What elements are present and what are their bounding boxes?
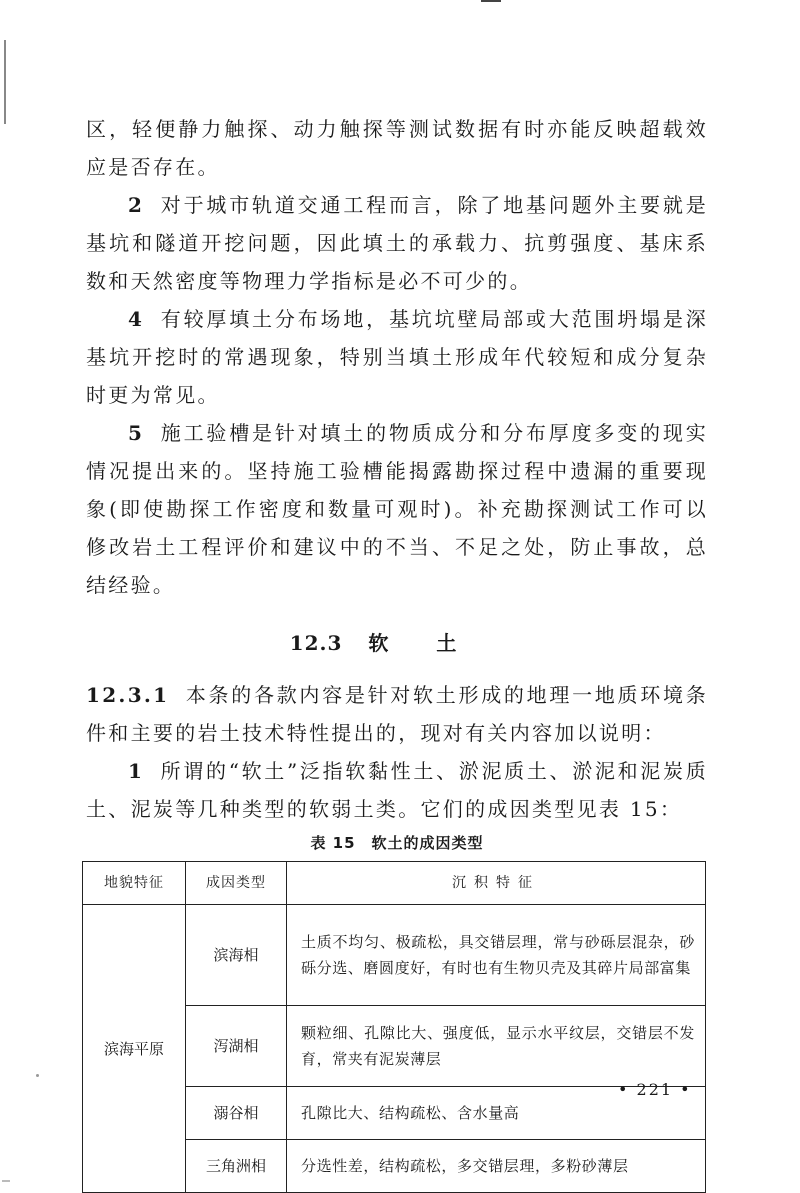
page-number: • 221 • — [618, 1080, 692, 1099]
paragraph-item-5 — [86, 414, 708, 604]
paragraph-text: 施工验槽是针对填土的物质成分和分布厚度多变的现实情况提出来的。坚持施工验槽能揭露勘探过程中遗漏的重要现象(即使勘探工作密度和数量可观时)。补充勘探测试工作可以修改岩土工程评价和建议中的不当、不足之处，防止事故，总结经验。 — [86, 421, 708, 597]
item-number: 1 — [128, 759, 145, 783]
genesis-type-cell: 三角洲相 — [186, 1140, 287, 1193]
genesis-type-cell: 溺谷相 — [186, 1087, 287, 1140]
paragraph-item-1 — [86, 752, 708, 828]
item-number: 5 — [128, 421, 145, 445]
deposition-feature-cell: 孔隙比大、结构疏松、含水量高 — [287, 1087, 706, 1140]
paragraph-item-2 — [86, 186, 708, 300]
table-header-cell: 地貌特征 — [83, 862, 186, 905]
clause-number: 12.3.1 — [86, 683, 170, 707]
deposition-feature-cell: 颗粒细、孔隙比大、强度低，显示水平纹层，交错层不发育，常夹有泥炭薄层 — [287, 1006, 706, 1087]
genesis-type-cell: 泻湖相 — [186, 1006, 287, 1087]
paragraph-text: 本条的各款内容是针对软土形成的地理一地质环境条件和主要的岩土技术特性提出的，现对有关内容加以说明： — [86, 683, 708, 745]
scan-mark-left — [4, 40, 6, 124]
genesis-type-cell: 滨海相 — [186, 905, 287, 1006]
section-heading — [86, 624, 708, 662]
soft-soil-genesis-table — [82, 861, 706, 1193]
table-row — [83, 905, 706, 1006]
paragraph-text: 有较厚填土分布场地，基坑坑壁局部或大范围坍塌是深基坑开挖时的常遇现象，特别当填土形成年代较短和成分复杂时更为常见。 — [86, 307, 708, 407]
deposition-feature-cell: 土质不均匀、极疏松，具交错层理，常与砂砾层混杂，砂砾分选、磨圆度好，有时也有生物贝壳及其碎片局部富集 — [287, 905, 706, 1006]
landform-cell: 滨海平原 — [83, 905, 186, 1193]
scan-speck — [2, 1180, 10, 1182]
paragraph-text: 所谓的“软土”泛指软黏性土、淤泥质土、淤泥和泥炭质土、泥炭等几种类型的软弱土类。它们的成因类型见表 15： — [86, 759, 708, 821]
deposition-feature-cell: 分选性差，结构疏松，多交错层理，多粉砂薄层 — [287, 1140, 706, 1193]
table-title: 表 15 软土的成因类型 — [310, 834, 484, 852]
section-title: 软土 — [368, 631, 505, 655]
table-header-cell: 成因类型 — [186, 862, 287, 905]
paragraph-text: 对于城市轨道交通工程而言，除了地基问题外主要就是基坑和隧道开挖问题，因此填土的承载力、抗剪强度、基床系数和天然密度等物理力学指标是必不可少的。 — [86, 193, 708, 293]
scan-speck — [36, 1074, 39, 1077]
page-body — [86, 110, 708, 1193]
section-number: 12.3 — [289, 631, 343, 655]
item-number: 2 — [128, 193, 145, 217]
paragraph-text: 区，轻便静力触探、动力触探等测试数据有时亦能反映超载效应是否存在。 — [86, 117, 708, 179]
paragraph-continuation — [86, 110, 708, 186]
scan-mark-top — [481, 0, 501, 2]
item-number: 4 — [128, 307, 145, 331]
clause-paragraph — [86, 676, 708, 752]
table-header-cell: 沉积特征 — [287, 862, 706, 905]
table-header-row — [83, 862, 706, 905]
paragraph-item-4 — [86, 300, 708, 414]
